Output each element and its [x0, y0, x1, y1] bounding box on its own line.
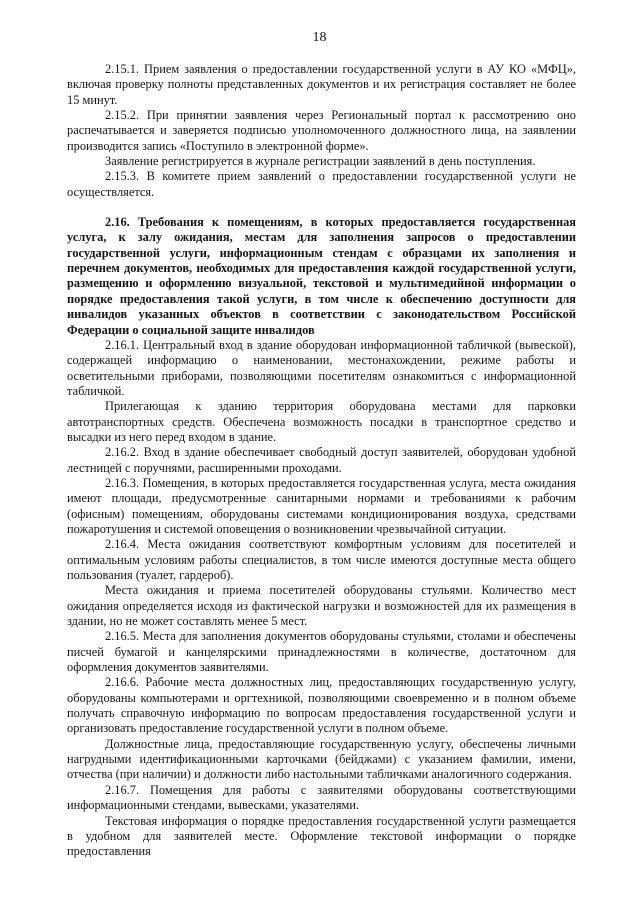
paragraph-2-16-6: 2.16.6. Рабочие места должностных лиц, предоставляющих государственную услугу, оборудованы компьютерами и оргтехникой, позволяющими своевременно и в полном объеме получать справочную информацию по вопросам предоставления государственной услуги и организовать предоставление государственной услуги в полном объеме. — [67, 675, 576, 736]
paragraph-text-info: Текстовая информация о порядке предоставления государственной услуги размещается в удобном для заявителей месте. Оформление текстовой информации о порядке предоставления — [67, 813, 576, 859]
paragraph-2-15-2: 2.15.2. При принятии заявления через Региональный портал к рассмотрению оно распечатывается и заверяется подписью уполномоченного должностного лица, на заявлении производится запись «Поступило в электронной форме». — [67, 108, 576, 153]
page-number: 18 — [312, 30, 327, 45]
paragraph-badges: Должностные лица, предоставляющие государственную услугу, обеспечены личными нагрудными идентификационными карточками (бейджами) с указанием фамилии, имени, отчества (при наличии) и должности либо настольными табличками аналогичного содержания. — [67, 736, 576, 782]
paragraph-2-16-3: 2.16.3. Помещения, в которых предоставляется государственная услуга, места ожидания имеют площади, предусмотренные санитарными нормами и требованиями к рабочим (офисным) помещениям, оборудованы системами кондиционирования воздуха, средствами пожаротушения и системой оповещения о возникновении чрезвычайной ситуации. — [67, 475, 576, 536]
paragraph-2-16-2: 2.16.2. Вход в здание обеспечивает свободный доступ заявителей, оборудован удобной лестницей с поручнями, расширенными проходами. — [67, 445, 576, 475]
paragraph-2-16-7: 2.16.7. Помещения для работы с заявителями оборудованы соответствующими информационными стендами, вывесками, указателями. — [67, 782, 576, 813]
document-body — [67, 62, 576, 860]
paragraph-2-16-4: 2.16.4. Места ожидания соответствуют комфортным условиям для посетителей и оптимальным условиям работы специалистов, в том числе имеются доступные места общего пользования (туалет, гардероб). — [67, 537, 576, 582]
paragraph-2-16-1: 2.16.1. Центральный вход в здание оборудован информационной табличкой (вывеской), содержащей информацию о наименовании, местонахождении, режиме работы и осветительными приборами, позволяющими посетителям ознакомиться с информационной табличкой. — [67, 337, 576, 398]
section-heading-2-16: 2.16. Требования к помещениям, в которых предоставляется государственная услуга, к залу ожидания, местам для заполнения запросов о предоставлении государственной услуги, информационным стендам с образцами их заполнения и перечнем документов, необходимых для предоставления каждой государственной услуги, размещению и оформлению визуальной, текстовой и мультимедийной информации о порядке предоставления такой услуги, в том числе к обеспечению доступности для инвалидов указанных объектов в соответствии с законодательством Российской Федерации о социальной защите инвалидов — [67, 215, 576, 337]
paragraph-parking: Прилегающая к зданию территория оборудована местами для парковки автотранспортных средств. Обеспечена возможность посадки в транспортное средство и высадки из него перед входом в здание. — [67, 399, 576, 444]
paragraph-2-16-5: 2.16.5. Места для заполнения документов оборудованы стульями, столами и обеспечены писчей бумагой и канцелярскими принадлежностями в количестве, достаточном для оформления документов заявителями. — [67, 629, 576, 675]
paragraph-2-15-1: 2.15.1. Прием заявления о предоставлении государственной услуги в АУ КО «МФЦ», включая проверку полноты представленных документов и их регистрация составляет не более 15 минут. — [67, 62, 576, 107]
paragraph-2-15-3: 2.15.3. В комитете прием заявлений о предоставлении государственной услуги не осуществляется. — [67, 169, 576, 199]
paragraph-registration: Заявление регистрируется в журнале регистрации заявлений в день поступления. — [105, 154, 536, 169]
paragraph-waiting-seats: Места ожидания и приема посетителей оборудованы стульями. Количество мест ожидания определяется исходя из фактической нагрузки и возможностей для их размещения в здании, но не может составлять менее 5 мест. — [67, 583, 576, 629]
